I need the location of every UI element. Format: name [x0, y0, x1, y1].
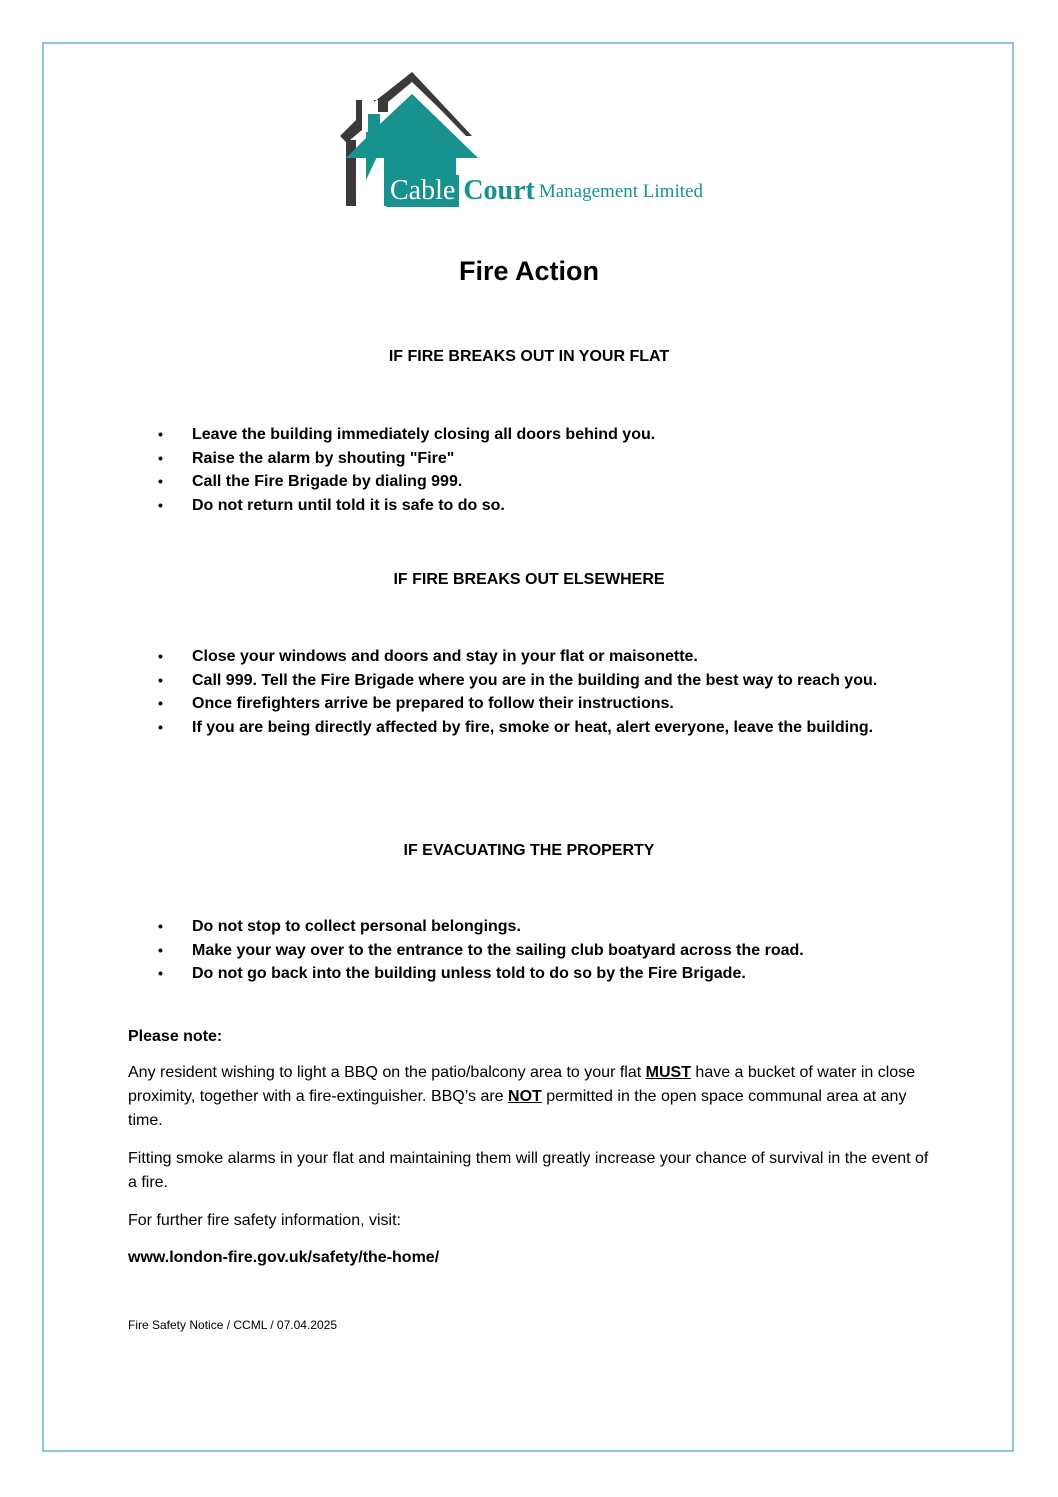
list-item: • Leave the building immediately closing all doors behind you. — [150, 423, 930, 447]
further-info-text: For further fire safety information, visit: — [128, 1212, 401, 1229]
list-item: • Do not go back into the building unless told to do so by the Fire Brigade. — [150, 962, 930, 986]
list-item: • Make your way over to the entrance to the sailing club boatyard across the road. — [150, 939, 930, 963]
logo-word-court: Court — [463, 175, 535, 206]
list-item: • Do not return until told it is safe to do so. — [150, 494, 930, 518]
page-border — [42, 42, 1014, 1452]
list-item: • Call 999. Tell the Fire Brigade where you are in the building and the best way to reach you. — [150, 669, 930, 693]
bullet-icon: • — [158, 918, 163, 934]
bullet-icon: • — [158, 473, 163, 489]
bullet-icon: • — [158, 496, 163, 513]
list-item: • Once firefighters arrive be prepared to follow their instructions. — [150, 692, 930, 716]
bullet-icon: • — [158, 941, 163, 958]
fire-safety-link[interactable]: www.london-fire.gov.uk/safety/the-home/ — [128, 1249, 440, 1266]
page-title: Fire Action — [458, 256, 599, 286]
list-item: • Do not stop to collect personal belongings. — [150, 915, 930, 939]
fire-safety-link-wrapper — [128, 1246, 938, 1270]
list-item: • Raise the alarm by shouting "Fire" — [150, 447, 930, 471]
bullet-icon: • — [158, 965, 163, 981]
list-item: • Close your windows and doors and stay in your flat or maisonette. — [150, 645, 930, 669]
note-heading: Please note: — [128, 1028, 223, 1045]
logo-word-cable: Cable — [386, 175, 459, 207]
section-heading-your-flat: IF FIRE BREAKS OUT IN YOUR FLAT — [388, 348, 670, 365]
bullet-list-your-flat — [150, 423, 930, 517]
bullet-icon: • — [158, 449, 163, 466]
bbq-paragraph: Any resident wishing to light a BBQ on the patio/balcony area to your flat MUST have a bucket of water in close proximity, together with a fire-extinguisher. BBQ’s are NOT permitted in the open space communal area at any time. — [128, 1064, 916, 1129]
bullet-icon: • — [158, 648, 163, 664]
logo-suffix: Management Limited — [538, 181, 703, 202]
bullet-icon: • — [158, 718, 163, 735]
bullet-list-evacuating — [150, 915, 930, 986]
list-item: • Call the Fire Brigade by dialing 999. — [150, 470, 930, 494]
bullet-icon: • — [158, 426, 163, 442]
section-heading-evacuating: IF EVACUATING THE PROPERTY — [403, 842, 655, 859]
company-logo — [338, 72, 722, 210]
logo-wordmark — [386, 175, 703, 207]
bullet-list-elsewhere — [150, 645, 930, 739]
bullet-icon: • — [158, 695, 163, 711]
emphasis-must: MUST — [645, 1064, 691, 1081]
smoke-alarms-paragraph: Fitting smoke alarms in your flat and maintaining them will greatly increase your chance of survival in the event of a fire. — [128, 1150, 929, 1191]
list-item: • If you are being directly affected by fire, smoke or heat, alert everyone, leave the building. — [150, 716, 930, 740]
bullet-icon: • — [158, 671, 163, 688]
section-heading-elsewhere: IF FIRE BREAKS OUT ELSEWHERE — [393, 571, 665, 588]
emphasis-not: NOT — [508, 1088, 542, 1105]
footer-reference: Fire Safety Notice / CCML / 07.04.2025 — [128, 1318, 337, 1332]
